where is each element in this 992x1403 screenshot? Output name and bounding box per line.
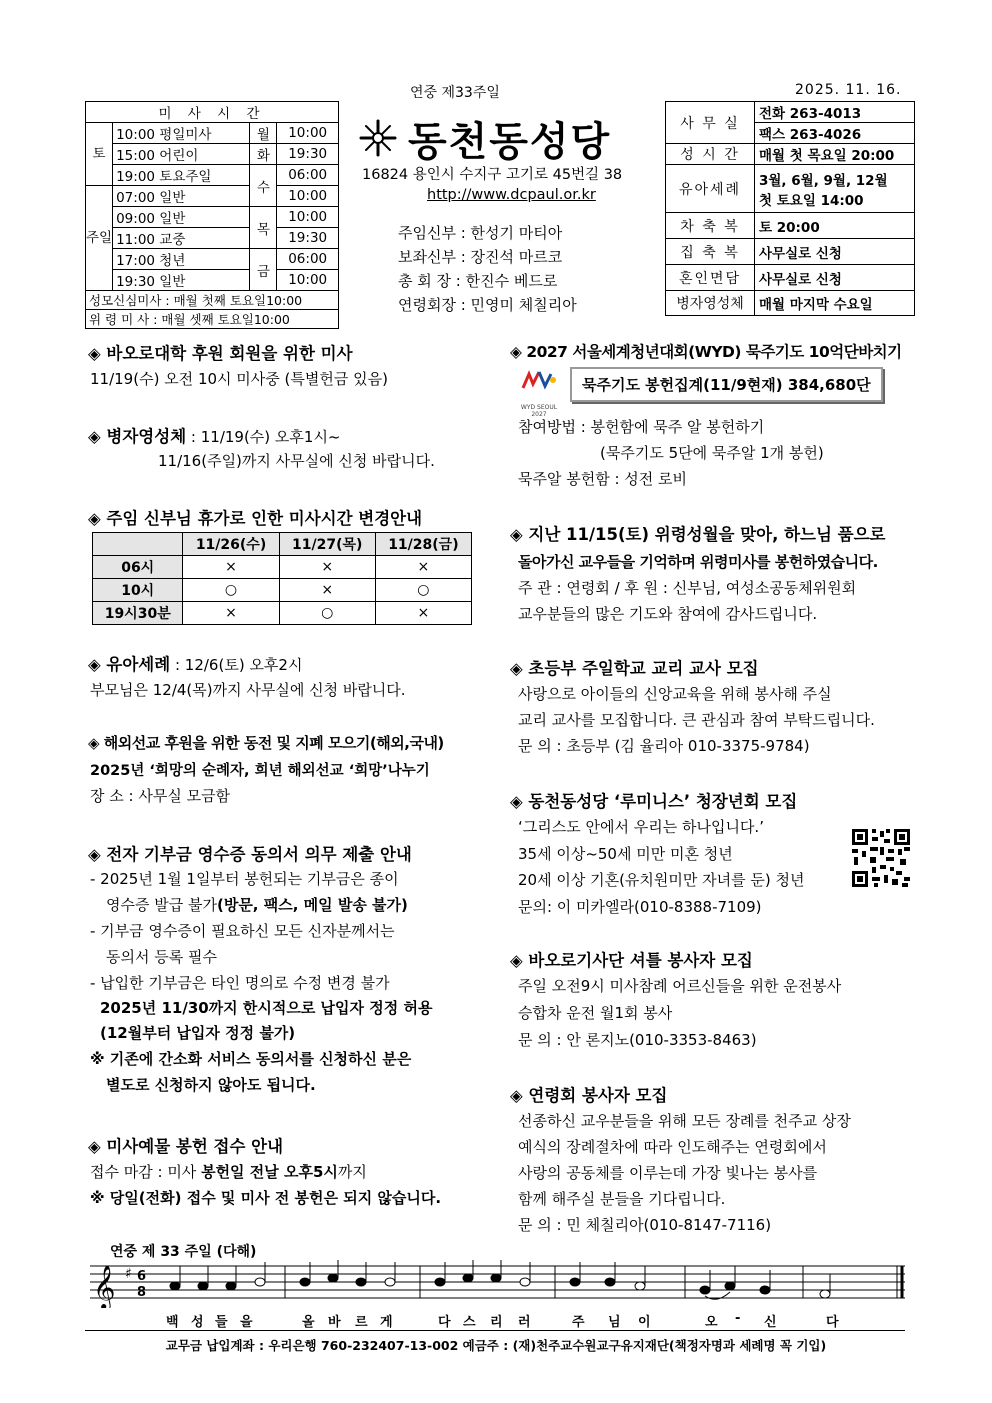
rosary-count-box: 묵주기도 봉헌집계(11/9현재) 384,680단 [570,367,883,402]
section-text: (방문, 팩스, 메일 발송 불가) [216,896,408,914]
lyric: 러 [518,1315,533,1330]
section-title: ◈ 동천동성당 ‘루미니스’ 청장년회 모집 [510,792,798,811]
footer-divider [85,1330,905,1331]
section-text: 2025년 11/30까지 한시적으로 납입자 정정 허용 [100,999,433,1017]
wyd-logo-text: WYD SEOUL 2027 [520,404,558,418]
section-title: ◈ 주임 신부님 휴가로 인한 미사시간 변경안내 [88,509,423,528]
lyric: 오 [705,1315,720,1330]
mass-row: 17:00 청년 [113,249,250,270]
section-text: 함께 해주실 분들을 기다립니다. [518,1190,726,1208]
row-header: 10시 [93,579,183,602]
weekday: 목 [250,207,277,249]
lyric: 을 [240,1315,255,1330]
music-staff [85,1258,910,1308]
section-text: 부모님은 12/4(목)까지 사무실에 신청 바랍니다. [90,681,406,699]
table-cell: ○ [183,579,279,602]
section-text: ※ 당일(전화) 접수 및 미사 전 봉헌은 되지 않습니다. [90,1189,442,1207]
office-label: 차 축 복 [666,213,755,239]
section-title: ◈ 바오로대학 후원 회원을 위한 미사 [88,344,353,363]
lyric: 르 [355,1315,370,1330]
lyric: 다 [438,1315,453,1330]
section-text: 문 의 : 안 론지노(010-3353-8463) [518,1031,757,1049]
schedule-change-table [92,532,472,625]
section-text: 문 의 : 민 체칠리아(010-8147-7116) [518,1216,772,1234]
col-header: 11/27(목) [279,533,375,556]
marian-mass: 성모신심미사 : 매월 첫째 토요일10:00 [86,291,339,310]
section-text: 주 관 : 연령회 / 후 원 : 신부님, 여성소공동체위원회 [518,579,857,597]
table-cell: × [279,556,375,579]
section-text: 교리 교사를 모집합니다. 큰 관심과 참여 부탁드립니다. [518,711,875,729]
svg-text:6: 6 [137,1269,147,1284]
office-label: 성 시 간 [666,144,755,165]
weekday-time: 10:00 [277,123,339,144]
office-value: 매월 마지막 수요일 [755,291,915,316]
staff-assistant: 보좌신부 : 장진석 마르코 [398,248,563,266]
staff-president: 총 회 장 : 한진수 베드로 [398,272,558,290]
lyric: 올 [302,1315,317,1330]
table-cell: × [375,602,471,625]
lyric: 신 [764,1315,779,1330]
section-text: (묵주기도 5단에 묵주알 1개 봉헌) [600,444,824,462]
requiem-mass: 위 령 미 사 : 매월 셋째 토요일10:00 [86,310,339,329]
staff-funeral: 연령회장 : 민영미 체칠리아 [398,296,577,314]
section-text: 사랑의 공동체를 이루는데 가장 빛나는 봉사를 [518,1164,818,1182]
table-cell: ○ [279,602,375,625]
lyric: 백 [166,1315,181,1330]
col-header: 11/28(금) [375,533,471,556]
weekday-time: 19:30 [277,144,339,165]
section-text: 35세 이상~50세 미만 미혼 청년 [518,845,733,863]
section-text: 11/16(주일)까지 사무실에 신청 바랍니다. [158,452,435,470]
mass-times-heading: 미 사 시 간 [86,102,339,123]
lyric: 이 [638,1315,653,1330]
section-title: ◈ 해외선교 후원을 위한 동전 및 지폐 모으기(해외,국내) [88,734,444,752]
section-text: 문 의 : 초등부 (김 율리아 010-3375-9784) [518,737,810,755]
section-text: 까지 [337,1163,367,1181]
table-cell: ○ [375,579,471,602]
section-text: 문의: 이 미카엘라(010-8388-7109) [518,898,762,916]
sat-label: 토 [86,123,113,186]
weekday: 금 [250,249,277,291]
office-value: 매월 첫 목요일 20:00 [755,144,915,165]
table-cell: × [375,556,471,579]
svg-text:8: 8 [137,1285,147,1300]
table-cell: × [279,579,375,602]
svg-text:♯: ♯ [125,1266,132,1282]
section-text: 접수 마감 : 미사 [90,1163,202,1181]
section-text: : 11/19(수) 오후1시~ [186,428,341,446]
lyric: 님 [608,1315,623,1330]
lyric: 성 [191,1315,206,1330]
section-text: (12월부터 납입자 정정 불가) [100,1024,296,1042]
section-title-cont: 돌아가신 교우들을 기억하며 위령미사를 봉헌하였습니다. [518,553,878,571]
cross-logo-icon [358,118,398,158]
mass-times-table [85,101,339,329]
section-title: ◈ 연령회 봉사자 모집 [510,1086,668,1105]
staff-pastor: 주임신부 : 한성기 마티아 [398,224,563,242]
office-value: 토 20:00 [755,213,915,239]
section-text: ※ 기존에 간소화 서비스 동의서를 신청하신 분은 [90,1050,412,1068]
table-cell: × [183,556,279,579]
lyric: 스 [463,1315,478,1330]
section-title: ◈ 미사예물 봉헌 접수 안내 [88,1137,284,1156]
church-url-link[interactable]: http://www.dcpaul.or.kr [427,187,596,203]
weekday-time: 10:00 [277,270,339,291]
weekday: 화 [250,144,277,165]
church-name: 동천동성당 [408,119,612,165]
section-title: ◈ 초등부 주일학교 교리 교사 모집 [510,659,759,678]
section-title: ◈ 지난 11/15(토) 위령성월을 맞아, 하느님 품으로 [510,525,886,544]
section-title: ◈ 병자영성체 [88,427,187,446]
office-value: 3월, 6월, 9월, 12월 [759,172,888,189]
section-text: 예식의 장례절차에 따라 인도해주는 연령회에서 [518,1138,827,1156]
section-text: 참여방법 : 봉헌함에 묵주 알 봉헌하기 [518,418,765,436]
office-label: 유아세례 [666,165,755,213]
office-info-table [665,101,915,316]
office-fax: 팩스 263-4026 [755,123,915,144]
office-value: 사무실로 신청 [755,239,915,265]
music-title: 연중 제 33 주일 (다해) [110,1244,257,1260]
col-header: 11/26(수) [183,533,279,556]
section-text: - 2025년 1월 1일부터 봉헌되는 기부금은 종이 [90,870,399,888]
week-label: 연중 제33주일 [410,85,500,101]
row-header: 19시30분 [93,602,183,625]
lyric: 다 [826,1315,841,1330]
section-text: 승합차 운전 월1회 봉사 [518,1004,673,1022]
lyric: 리 [490,1315,505,1330]
office-value: 사무실로 신청 [755,265,915,291]
row-header: 06시 [93,556,183,579]
sun-label: 주일 [86,186,113,291]
weekday-time: 10:00 [277,207,339,228]
svg-text:𝄞: 𝄞 [93,1265,116,1308]
office-label: 집 축 복 [666,239,755,265]
section-text: 사랑으로 아이들의 신앙교육을 위해 봉사해 주실 [518,685,832,703]
section-text: - 납입한 기부금은 타인 명의로 수정 변경 불가 [90,974,390,992]
section-text: 20세 이상 기혼(유치원미만 자녀를 둔) 청년 [518,871,805,889]
mass-row: 19:00 토요주일 [113,165,250,186]
qr-code-icon[interactable] [850,827,912,889]
lyric: 바 [328,1315,343,1330]
office-label: 병자영성체 [666,291,755,316]
office-value: 첫 토요일 14:00 [759,192,864,209]
section-title: ◈ 2027 서울세계청년대회(WYD) 묵주기도 10억단바치기 [510,343,902,361]
section-text: 영수증 발급 불가 [106,896,217,914]
mass-row: 11:00 교중 [113,228,250,249]
mass-row: 10:00 평일미사 [113,123,250,144]
footer-account: 교무금 납입계좌 : 우리은행 760-232407-13-002 예금주 : (재)천주교수원교구유지재단(책정자명과 세례명 꼭 기입) [165,1338,827,1353]
mass-row: 07:00 일반 [113,186,250,207]
section-text: 주일 오전9시 미사참례 어르신들을 위한 운전봉사 [518,977,842,995]
lyric: 들 [215,1315,230,1330]
section-text: 2025년 ‘희망의 순례자, 희년 해외선교 ‘희망’나누기 [90,763,430,779]
mass-row: 09:00 일반 [113,207,250,228]
weekday-time: 19:30 [277,228,339,249]
church-address: 16824 용인시 수지구 고기로 45번길 38 [362,167,623,183]
office-label: 사 무 실 [666,102,755,144]
section-text: ‘그리스도 안에서 우리는 하나입니다.’ [518,818,764,836]
weekday-time: 06:00 [277,249,339,270]
mass-row: 15:00 어린이 [113,144,250,165]
section-text: 교우분들의 많은 기도와 참여에 감사드립니다. [518,605,818,623]
section-text: 11/19(수) 오전 10시 미사중 (특별헌금 있음) [90,370,388,388]
section-text: 선종하신 교우분들을 위해 모든 장례를 천주교 상장 [518,1112,851,1130]
date-label: 2025. 11. 16. [795,82,902,98]
section-title: ◈ 유아세례 [88,655,171,674]
section-text: - 기부금 영수증이 필요하신 모든 신자분께서는 [90,922,395,940]
section-text: 봉헌일 전날 오후5시 [201,1163,338,1181]
section-text: 동의서 등록 필수 [106,948,217,966]
weekday-time: 06:00 [277,165,339,186]
section-title: ◈ 바오로기사단 셔틀 봉사자 모집 [510,951,753,970]
section-text: 장 소 : 사무실 모금함 [90,787,231,805]
section-text: 묵주알 봉헌함 : 성전 로비 [518,470,688,488]
section-title: ◈ 전자 기부금 영수증 동의서 의무 제출 안내 [88,845,412,864]
weekday: 수 [250,165,277,207]
lyric: 주 [572,1315,587,1330]
lyric: 게 [380,1315,395,1330]
mass-row: 19:30 일반 [113,270,250,291]
lyric: - [735,1311,743,1326]
weekday-time: 10:00 [277,186,339,207]
office-phone: 전화 263-4013 [755,102,915,123]
office-label: 혼인면담 [666,265,755,291]
weekday: 월 [250,123,277,144]
table-cell: × [183,602,279,625]
wyd-logo-icon [517,366,561,406]
section-text: : 12/6(토) 오후2시 [170,656,303,674]
section-text: 별도로 신청하지 않아도 됩니다. [106,1076,316,1094]
